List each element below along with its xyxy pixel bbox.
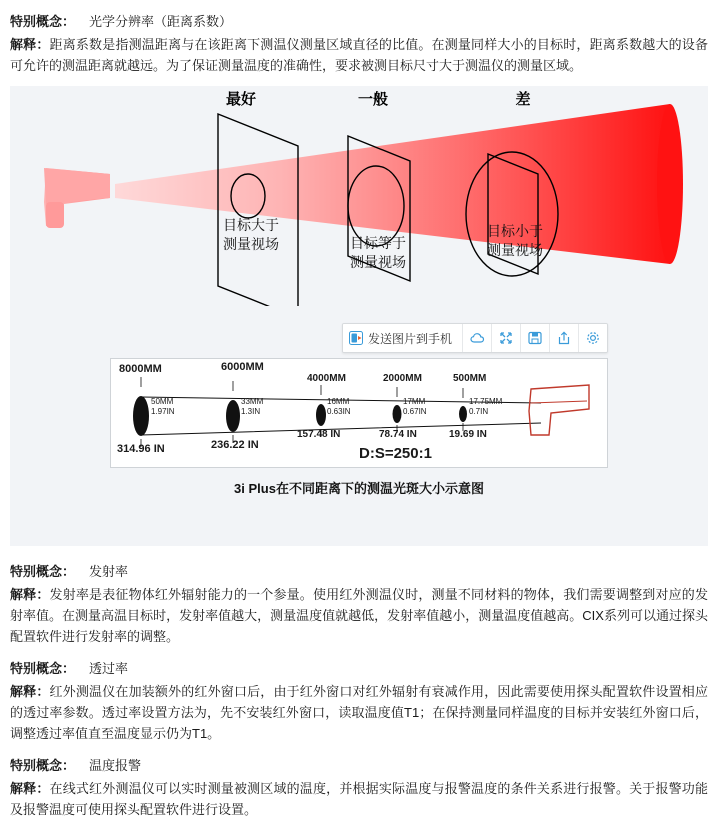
spot-size-2-mm: 16MM <box>327 397 350 406</box>
concept-body <box>10 681 708 744</box>
explanation-text: 红外测温仪在加装额外的红外窗口后，由于红外窗口对红外辐射有衰减作用，因此需要使用探头配置软件设置相应的透过率参数。透过率设置方法为，先不安装红外窗口，读取温度值T1；在保持测量同样温度的目标并安装红外窗口后，调整透过率值直至温度显示仍为T1。 <box>10 684 708 741</box>
concept-label: 特别概念： <box>10 564 76 579</box>
spot-size-0-mm: 50MM <box>151 397 174 406</box>
spot-distance-in-0: 314.96 IN <box>117 443 165 455</box>
spot-distance-in-1: 236.22 IN <box>211 439 259 451</box>
fov-heading-poor: 差 <box>515 91 531 108</box>
send-to-phone-label: 发送图片到手机 <box>368 331 453 346</box>
concept-title <box>10 756 708 776</box>
fov-caption-best-line1: 目标大于 <box>223 217 279 233</box>
share-button[interactable] <box>550 324 579 352</box>
spot-size-3 <box>403 397 427 417</box>
spot-size-1-in: 1.3IN <box>241 407 261 416</box>
fov-diagram-svg <box>10 86 708 306</box>
fov-diagram <box>10 86 708 306</box>
spot-size-figure <box>110 358 608 468</box>
concept-body <box>10 34 708 76</box>
concept-block-transmissivity <box>10 659 708 744</box>
concept-name: 透过率 <box>89 661 129 676</box>
concept-label: 特别概念： <box>10 661 76 676</box>
explanation-label: 解释： <box>10 781 50 796</box>
concept-block-temperature-alarm <box>10 756 708 820</box>
save-icon <box>528 331 542 345</box>
spot-distance-3: 2000MM <box>383 373 422 384</box>
concept-label: 特别概念： <box>10 758 76 773</box>
spot-figure-caption: 3i Plus在不同距离下的测温光斑大小示意图 <box>234 481 484 496</box>
cloud-button[interactable] <box>463 324 492 352</box>
fov-caption-normal-line2: 测量视场 <box>350 254 406 270</box>
spot-distance-4: 500MM <box>453 373 487 384</box>
concept-body <box>10 778 708 820</box>
explanation-text: 距离系数是指测温距离与在该距离下测温仪测量区域直径的比值。在测量同样大小的目标时，距离系数越大的设备可允许的测温距离就越远。为了保证测量温度的准确性，要求被测目标尺寸大于测温仪的测量区域。 <box>10 37 708 73</box>
share-icon <box>557 331 571 345</box>
concept-block-optical-resolution <box>10 12 708 76</box>
image-toolbar[interactable] <box>342 323 608 353</box>
spot-distance-2: 4000MM <box>307 373 346 384</box>
fov-caption-poor <box>465 222 565 260</box>
fov-caption-poor-line1: 目标小于 <box>487 223 543 239</box>
spot-size-1 <box>241 397 263 417</box>
spot-size-0 <box>151 397 175 417</box>
explanation-text: 在线式红外测温仪可以实时测量被测区域的温度，并根据实际温度与报警温度的条件关系进行报警。关于报警功能及报警温度可使用探头配置软件进行设置。 <box>10 781 708 817</box>
fov-heading-normal: 一般 <box>357 91 388 108</box>
concept-body <box>10 584 708 647</box>
expand-icon <box>499 331 513 345</box>
fov-caption-poor-line2: 测量视场 <box>487 242 543 258</box>
send-to-phone-button[interactable] <box>343 324 463 352</box>
spot-size-2-in: 0.63IN <box>327 407 351 416</box>
fov-caption-best <box>196 216 306 254</box>
spot-distance-0: 8000MM <box>119 363 162 375</box>
spot-size-2 <box>327 397 351 417</box>
fov-caption-normal <box>328 234 428 272</box>
cloud-icon <box>470 331 484 345</box>
save-button[interactable] <box>521 324 550 352</box>
fov-figure-panel <box>10 86 708 546</box>
spot-size-0-in: 1.97IN <box>151 407 175 416</box>
settings-button[interactable] <box>579 324 607 352</box>
concept-name: 发射率 <box>89 564 129 579</box>
fov-caption-best-line2: 测量视场 <box>223 236 279 252</box>
spot-size-4-in: 0.7IN <box>469 407 489 416</box>
spot-size-4 <box>469 397 502 417</box>
spot-distance-in-3: 78.74 IN <box>379 429 417 440</box>
concept-name: 光学分辨率（距离系数） <box>89 14 233 29</box>
spot-size-4-mm: 17.75MM <box>469 397 503 406</box>
fov-caption-normal-line1: 目标等于 <box>350 235 406 251</box>
explanation-label: 解释： <box>10 587 50 602</box>
explanation-label: 解释： <box>10 684 50 699</box>
gear-icon <box>586 331 600 345</box>
explanation-text: 发射率是表征物体红外辐射能力的一个参量。使用红外测温仪时，测量不同材料的物体，我们需要调整到对应的发射率值。在测量高温目标时，发射率值越大，测量温度值就越低，发射率值越小，测量温度值越高。CIX系列可以通过探头配置软件进行发射率的调整。 <box>10 587 708 644</box>
thermometer-gun-small-icon <box>529 385 589 435</box>
concept-block-emissivity <box>10 562 708 647</box>
fov-heading-best: 最好 <box>225 91 256 108</box>
concept-title <box>10 659 708 679</box>
thermometer-gun-icon <box>44 168 110 228</box>
spot-size-3-in: 0.67IN <box>403 407 427 416</box>
spot-size-1-mm: 33MM <box>241 397 264 406</box>
distance-to-spot-ratio: D:S=250:1 <box>359 445 432 462</box>
spot-distance-1: 6000MM <box>221 361 264 373</box>
concept-label: 特别概念： <box>10 14 76 29</box>
send-to-phone-icon <box>349 331 363 345</box>
spot-distance-in-4: 19.69 IN <box>449 429 487 440</box>
concept-title <box>10 12 708 32</box>
concept-title <box>10 562 708 582</box>
expand-button[interactable] <box>492 324 521 352</box>
spot-distance-in-2: 157.48 IN <box>297 429 341 440</box>
concept-name: 温度报警 <box>89 758 142 773</box>
spot-size-3-mm: 17MM <box>403 397 426 406</box>
explanation-label: 解释： <box>10 37 50 52</box>
